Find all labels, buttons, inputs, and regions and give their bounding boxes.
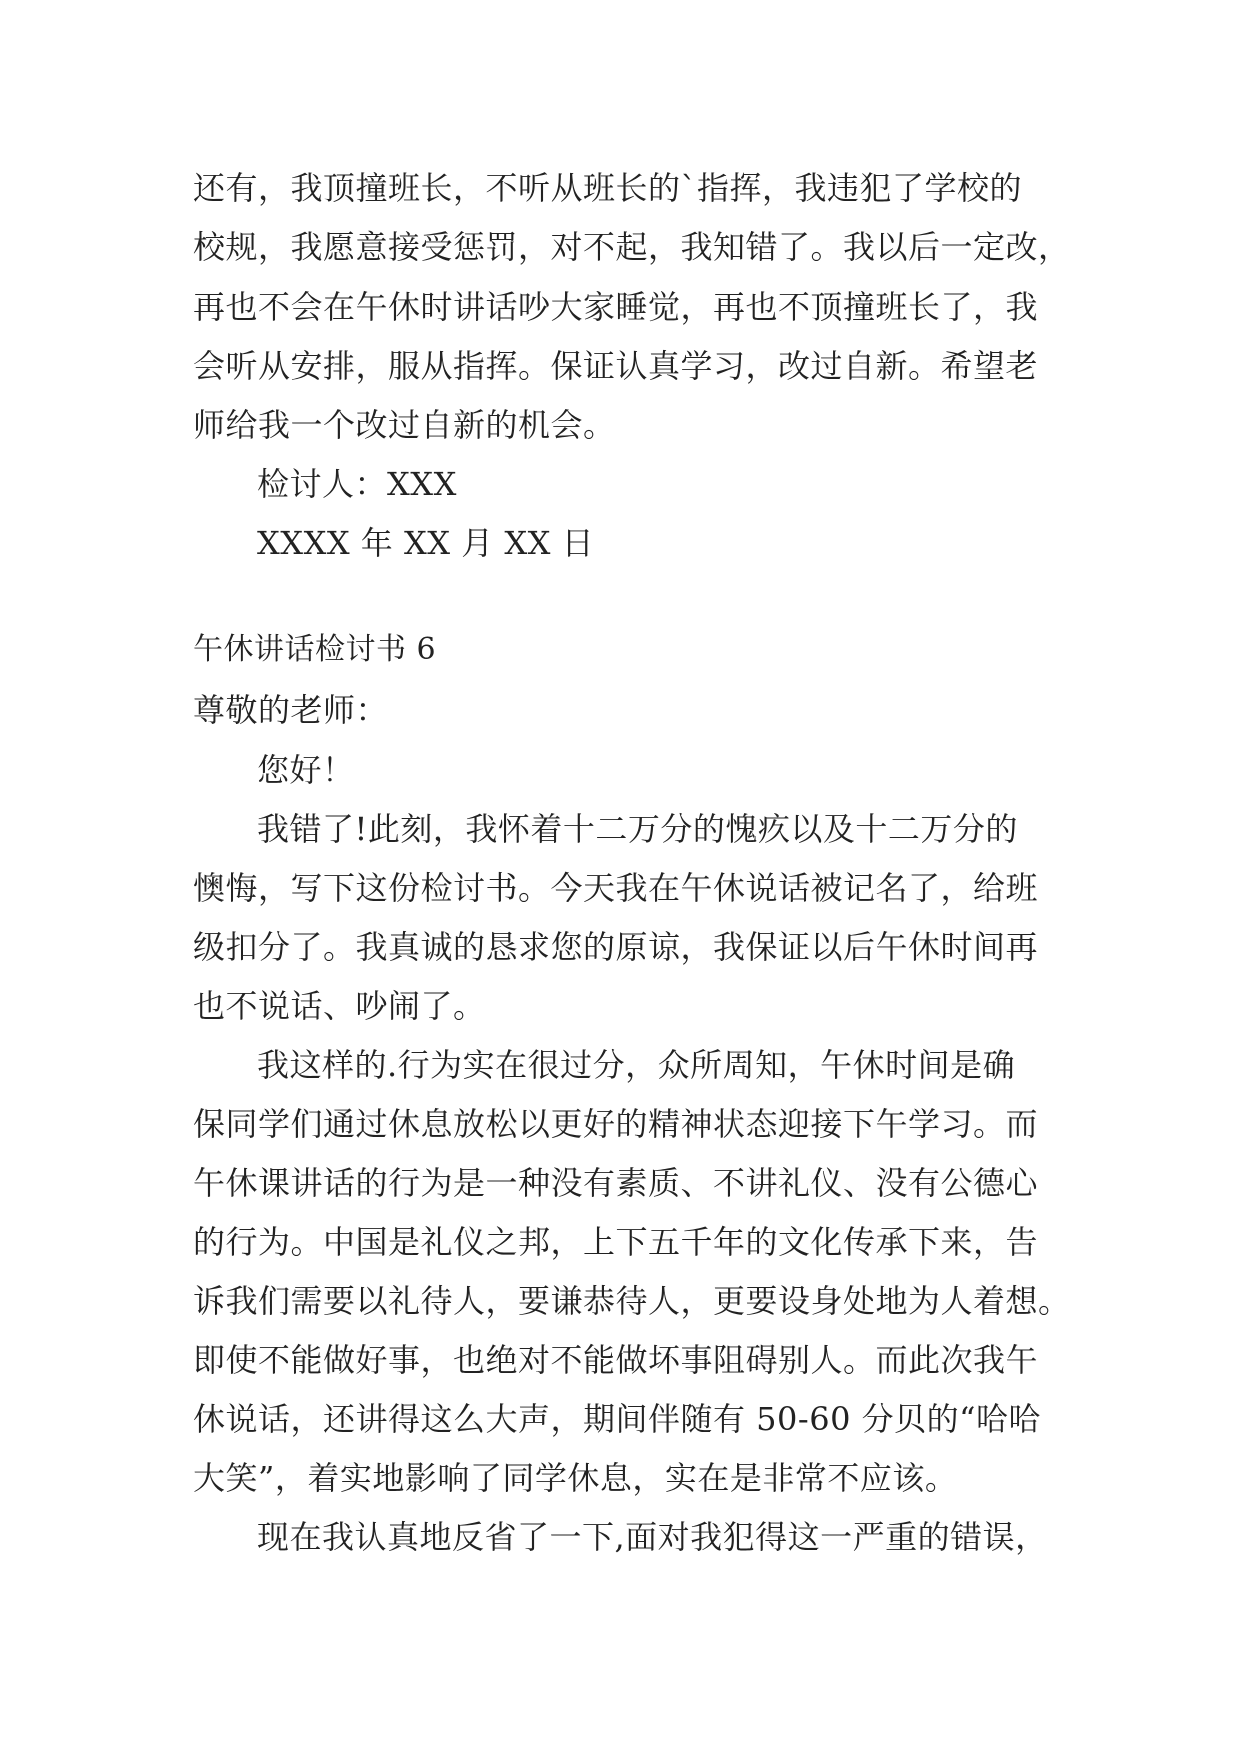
paragraph-line: 午休课讲话的行为是一种没有素质、不讲礼仪、没有公德心	[193, 1164, 1039, 1202]
paragraph-line: 再也不会在午休时讲话吵大家睡觉，再也不顶撞班长了，我	[193, 288, 1039, 326]
paragraph-line: 会听从安排，服从指挥。保证认真学习，改过自新。希望老	[193, 347, 1039, 385]
paragraph-line: 诉我们需要以礼待人，要谦恭待人，更要设身处地为人着想。	[193, 1282, 1071, 1320]
paragraph-line: 现在我认真地反省了一下,面对我犯得这一严重的错误，	[257, 1518, 1048, 1556]
paragraph-line: 校规，我愿意接受惩罚，对不起，我知错了。我以后一定改，	[193, 228, 1071, 266]
section-title: 午休讲话检讨书 6	[193, 632, 437, 667]
signature-date: XXXX 年 XX 月 XX 日	[257, 524, 595, 562]
greeting: 您好！	[257, 751, 355, 789]
paragraph-line: 休说话，还讲得这么大声，期间伴随有 50-60 分贝的“哈哈	[193, 1400, 1041, 1438]
paragraph-line: 我这样的.行为实在很过分，众所周知，午休时间是确	[257, 1046, 1016, 1084]
paragraph-line: 懊悔，写下这份检讨书。今天我在午休说话被记名了，给班	[193, 869, 1039, 907]
paragraph-line: 还有，我顶撞班长，不听从班长的`指挥，我违犯了学校的	[193, 169, 1023, 207]
signature: 检讨人：XXX	[257, 465, 457, 503]
paragraph-line: 大笑”，着实地影响了同学休息，实在是非常不应该。	[193, 1459, 958, 1497]
paragraph-line: 即使不能做好事，也绝对不能做坏事阻碍别人。而此次我午	[193, 1341, 1039, 1379]
paragraph-line: 的行为。中国是礼仪之邦，上下五千年的文化传承下来，告	[193, 1223, 1039, 1261]
paragraph-line: 我错了!此刻，我怀着十二万分的愧疚以及十二万分的	[257, 810, 1018, 848]
paragraph-line: 保同学们通过休息放松以更好的精神状态迎接下午学习。而	[193, 1105, 1039, 1143]
paragraph-line: 级扣分了。我真诚的恳求您的原谅，我保证以后午休时间再	[193, 928, 1039, 966]
paragraph-line: 也不说话、吵闹了。	[193, 987, 486, 1025]
paragraph-line: 师给我一个改过自新的机会。	[193, 406, 616, 444]
salutation: 尊敬的老师：	[193, 691, 389, 729]
